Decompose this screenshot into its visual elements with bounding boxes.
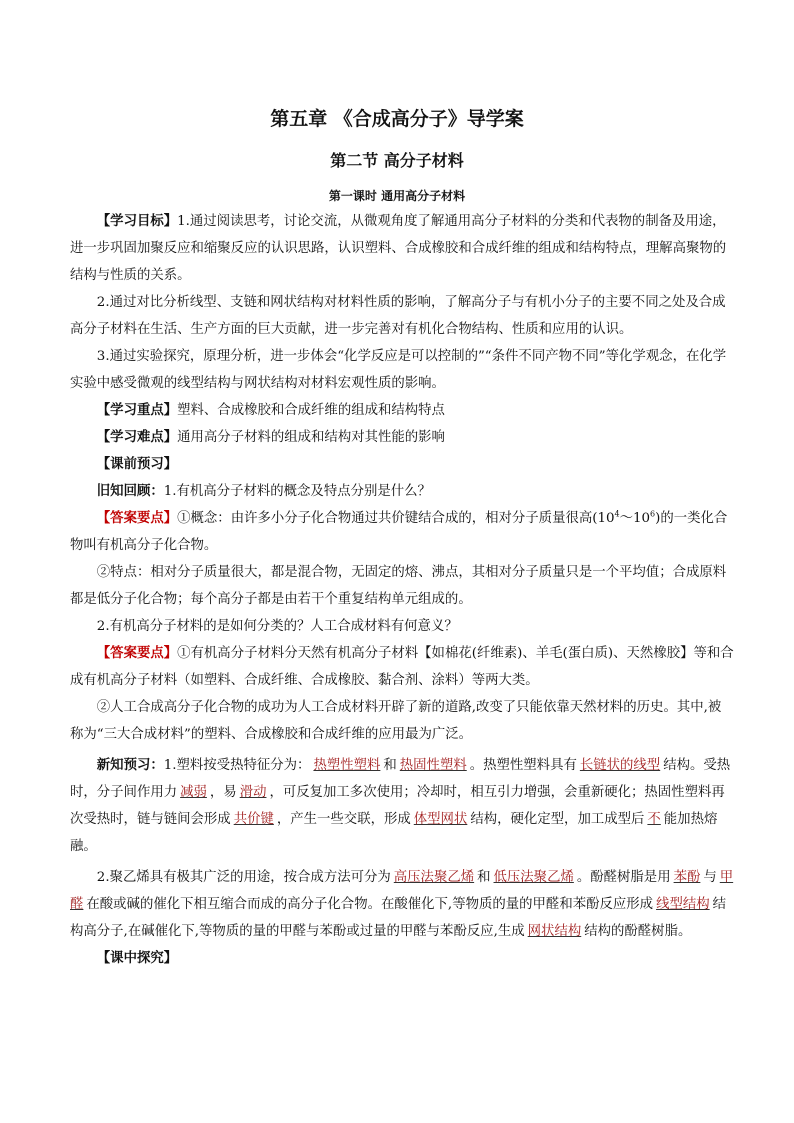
- text-segment: 1.塑料按受热特征分为：: [163, 758, 311, 773]
- fill-blank-long-chain: 长链状的线型: [579, 758, 661, 773]
- in-class-label: 【课中探究】: [96, 951, 178, 966]
- review-question-1: [70, 478, 734, 505]
- lesson-title: 第一课时 通用高分子材料: [328, 189, 466, 203]
- difficulties-text: 通用高分子材料的组成和结构对其性能的影响: [177, 430, 445, 445]
- objective-item-2: 2.通过对比分析线型、支链和网状结构对材料性质的影响，了解高分子与有机小分子的主要不同之处及合成高分子材料在生活、生产方面的巨大贡献，进一步完善对有机化合物结构、性质和应用的认识。: [70, 295, 726, 337]
- exponent-4: 4: [614, 509, 620, 519]
- objectives-label: 【学习目标】: [96, 214, 178, 229]
- objective-item-1: 1.通过阅读思考，讨论交流，从微观角度了解通用高分子材料的分类和代表物的制备及用途，进一步巩固加聚反应和缩聚反应的认识思路，认识塑料、合成橡胶和合成纤维的组成和结构特点，理解高聚物的结构与性质的关系。: [70, 214, 727, 283]
- fill-blank-ldpe: 低压法聚乙烯: [493, 870, 574, 885]
- fill-blank-covalent: 共价键: [233, 812, 274, 827]
- question-2: 2.有机高分子材料的是如何分类的？人工合成材料有何意义？: [96, 619, 458, 634]
- text-segment: 和: [477, 870, 491, 885]
- text-segment: 结构的酚醛树脂。: [584, 924, 692, 939]
- fill-blank-linear: 线型结构: [656, 897, 710, 912]
- text-segment: 能加热熔融。: [70, 812, 718, 854]
- answer-label: 【答案要点】: [96, 646, 178, 661]
- text-segment: 。酚醛树脂是用: [576, 870, 671, 885]
- difficulties-paragraph: [70, 424, 734, 451]
- text-segment: ，可反复加工多次使用；冷却时，相互引力增强，会重新硬化；热固性塑料再次受热时，链与链间会形成: [70, 785, 725, 827]
- objective-item-3: 3.通过实验探究，原理分析，进一步体会“化学反应是可以控制的”“条件不同产物不同”等化学观念，在化学实验中感受微观的线型结构与网状结构对材料宏观性质的影响。: [70, 349, 727, 391]
- fill-blank-not: 不: [647, 812, 661, 827]
- answer-2-part-1: [70, 640, 734, 694]
- answer-1-concept-end: )的一类化合物叫有机高分子化合物。: [70, 511, 728, 553]
- new-knowledge-paragraph-2: [70, 864, 734, 945]
- fill-blank-slide: 滑动: [239, 785, 267, 800]
- fill-blank-weaken: 减弱: [180, 785, 207, 800]
- answer-1-concept-text: ①概念：由许多小分子化合物通过共价键结合成的，相对分子质量很高(10: [177, 511, 615, 526]
- fill-blank-formaldehyde: 甲醛: [70, 870, 734, 912]
- text-segment: 结构高分子,在碱催化下,等物质的量的甲醛与苯酚或过量的甲醛与苯酚反应,生成: [70, 897, 727, 939]
- fill-blank-phenol: 苯酚: [673, 870, 701, 885]
- range-separator: ～10: [619, 511, 651, 526]
- key-points-text: 塑料、合成橡胶和合成纤维的组成和结构特点: [177, 403, 445, 418]
- new-knowledge-paragraph-1: [70, 752, 734, 860]
- fill-blank-thermoset: 热固性塑料: [399, 758, 467, 773]
- review-label: 旧知回顾：: [96, 484, 164, 499]
- answer-2-part-1-text: ①有机高分子材料分天然有机高分子材料【如棉花(纤维素)、羊毛(蛋白质)、天然橡胶】等和合成有机高分子材料（如塑料、合成纤维、合成橡胶、黏合剂、涂料）等两大类。: [70, 646, 734, 688]
- text-segment: 和: [383, 758, 397, 773]
- key-points-paragraph: [70, 397, 734, 424]
- answer-1-concept: [70, 505, 734, 559]
- question-1-text: 1.有机高分子材料的概念及特点分别是什么？: [163, 484, 431, 499]
- chapter-title: 第五章 《合成高分子》导学案: [270, 108, 524, 130]
- section-title: 第二节 高分子材料: [330, 151, 464, 170]
- text-segment: 结构。受热时，分子间作用力: [70, 758, 731, 800]
- text-segment: ，产生一些交联，形成: [276, 812, 411, 827]
- text-segment: 在酸或碱的催化下相互缩合而成的高分子化合物。在酸催化下,等物质的量的甲醛和苯酚反应形成: [86, 897, 654, 912]
- text-segment: 与: [703, 870, 717, 885]
- preview-label: 【课前预习】: [96, 457, 178, 472]
- text-segment: 。热塑性塑料具有: [469, 758, 577, 773]
- new-knowledge-label: 新知预习：: [96, 758, 164, 773]
- exponent-6: 6: [650, 509, 656, 519]
- answer-1-feature: ②特点：相对分子质量很大，都是混合物，无固定的熔、沸点，其相对分子质量只是一个平均值；合成原料都是低分子化合物；每个高分子都是由若干个重复结构单元组成的。: [70, 565, 727, 607]
- fill-blank-network: 体型网状: [413, 812, 468, 827]
- text-segment: 2.聚乙烯具有极其广泛的用途，按合成方法可分为: [96, 870, 391, 885]
- objective-paragraph-1: [70, 208, 734, 289]
- answer-2-part-2: ②人工合成高分子化合物的成功为人工合成材料开辟了新的道路,改变了只能依靠天然材料的历史。其中,被称为“三大合成材料”的塑料、合成橡胶和合成纤维的应用最为广泛。: [70, 700, 722, 742]
- text-segment: ，易: [209, 785, 237, 800]
- fill-blank-net: 网状结构: [527, 924, 582, 939]
- key-points-label: 【学习重点】: [96, 403, 178, 418]
- text-segment: 结构，硬化定型，加工成型后: [470, 812, 645, 827]
- document-body: [70, 208, 734, 972]
- fill-blank-thermoplastic: 热塑性塑料: [313, 758, 381, 773]
- fill-blank-hdpe: 高压法聚乙烯: [393, 870, 475, 885]
- difficulties-label: 【学习难点】: [96, 430, 178, 445]
- answer-label: 【答案要点】: [96, 511, 178, 526]
